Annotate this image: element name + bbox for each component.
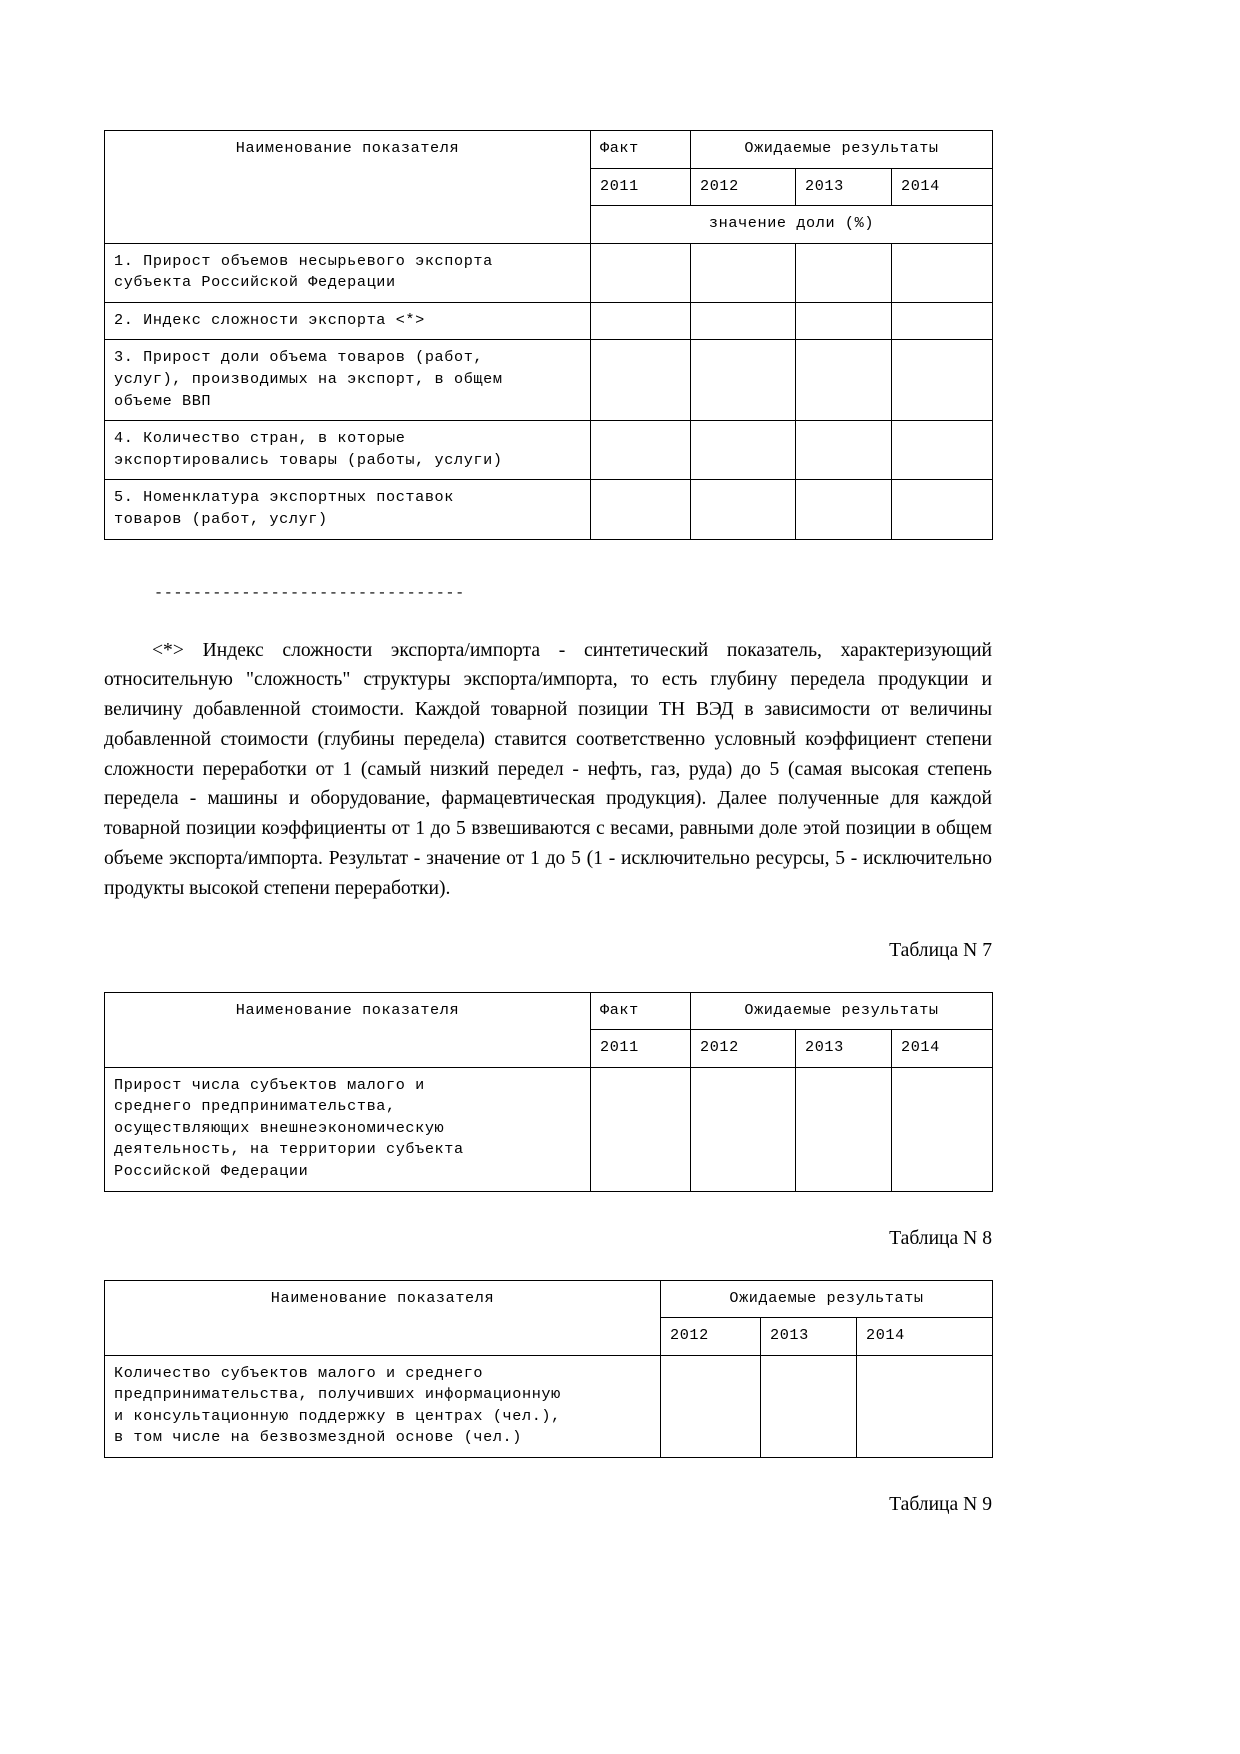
table-row <box>105 1355 993 1457</box>
header-year-2012: 2012 <box>661 1318 761 1356</box>
cell-text-line: и консультационную поддержку в центрах (чел.), <box>114 1406 561 1425</box>
row-indicator-name <box>105 243 591 302</box>
cell-text-line: деятельность, на территории субъекта <box>114 1140 464 1159</box>
cell-text-line: экспортировались товары (работы, услуги) <box>114 450 503 469</box>
row-value-cell[interactable] <box>591 480 691 539</box>
row-indicator-name <box>105 1355 661 1457</box>
footnote-paragraph: <*> Индекс сложности экспорта/импорта - синтетический показатель, характеризующий относительную "сложность" структуры экспорта/импорта, то есть глубину передела продукции и величину добавленной стоимости. Каждой товарной позиции ТН ВЭД в зависимости от величины добавленной стоимости (глубины передела) ставится соответственно условный коэффициент степени сложности переработки от 1 (самый низкий передел - нефть, газ, руда) до 5 (самая высокая степень передела - машины и оборудование, фармацевтическая продукция). Далее полученные для каждой товарной позиции коэффициенты от 1 до 5 взвешиваются с весами, равными доле этой позиции в общем объеме экспорта/импорта. Результат - значение от 1 до 5 (1 - исключительно ресурсы, 5 - исключительно продукты высокой степени переработки). <box>104 639 992 899</box>
header-year-2011: 2011 <box>591 168 691 206</box>
row-value-cell[interactable] <box>892 480 993 539</box>
cell-text-line: товаров (работ, услуг) <box>114 509 328 528</box>
cell-text-line: субъекта Российской Федерации <box>114 273 396 292</box>
row-value-cell[interactable] <box>796 1067 892 1191</box>
table-row <box>105 421 993 480</box>
indicators-table-6-mount <box>104 130 992 540</box>
cell-text-line: Количество субъектов малого и среднего <box>114 1363 484 1382</box>
header-fact: Факт <box>591 131 691 169</box>
table-row <box>105 1067 993 1191</box>
header-year-2013: 2013 <box>796 168 892 206</box>
header-year-2012: 2012 <box>691 168 796 206</box>
header-indicator-name: Наименование показателя <box>105 131 591 244</box>
header-expected-results: Ожидаемые результаты <box>661 1280 993 1318</box>
row-value-cell[interactable] <box>591 1067 691 1191</box>
indicators-table-8-mount <box>104 1280 992 1458</box>
row-value-cell[interactable] <box>796 340 892 421</box>
header-year-2013: 2013 <box>796 1030 892 1068</box>
header-year-2013: 2013 <box>761 1318 857 1356</box>
row-value-cell[interactable] <box>892 1067 993 1191</box>
cell-text-line: в том числе на безвозмездной основе (чел.) <box>114 1428 522 1447</box>
table-header-row-main <box>105 1280 993 1318</box>
row-value-cell[interactable] <box>591 421 691 480</box>
row-value-cell[interactable] <box>857 1355 993 1457</box>
cell-text-line: 5. Номенклатура экспортных поставок <box>114 488 454 507</box>
row-value-cell[interactable] <box>796 480 892 539</box>
header-year-2011: 2011 <box>591 1030 691 1068</box>
row-value-cell[interactable] <box>691 340 796 421</box>
indicators-table6 <box>104 130 993 540</box>
header-indicator-name: Наименование показателя <box>105 1280 661 1355</box>
row-value-cell[interactable] <box>761 1355 857 1457</box>
table-row <box>105 243 993 302</box>
header-year-2014: 2014 <box>892 1030 993 1068</box>
header-unit-share-percent: значение доли (%) <box>591 206 993 244</box>
row-indicator-name <box>105 480 591 539</box>
cell-text-line: объеме ВВП <box>114 391 212 410</box>
cell-text-line: среднего предпринимательства, <box>114 1097 396 1116</box>
row-value-cell[interactable] <box>591 340 691 421</box>
table-row <box>105 340 993 421</box>
cell-text-line: осуществляющих внешнеэкономическую <box>114 1118 445 1137</box>
table-row <box>105 480 993 539</box>
table-header-row-main <box>105 131 993 169</box>
header-year-2012: 2012 <box>691 1030 796 1068</box>
row-value-cell[interactable] <box>691 1067 796 1191</box>
row-value-cell[interactable] <box>591 302 691 340</box>
row-value-cell[interactable] <box>796 243 892 302</box>
header-year-2014: 2014 <box>892 168 993 206</box>
row-indicator-name <box>105 340 591 421</box>
row-value-cell[interactable] <box>892 340 993 421</box>
row-value-cell[interactable] <box>796 421 892 480</box>
indicators-table8 <box>104 1280 993 1458</box>
cell-text-line: Российской Федерации <box>114 1162 309 1181</box>
row-indicator-name <box>105 302 591 340</box>
row-indicator-name <box>105 1067 591 1191</box>
header-expected-results: Ожидаемые результаты <box>691 131 993 169</box>
indicators-table7 <box>104 992 993 1192</box>
caption-table-9: Таблица N 9 <box>889 1494 992 1516</box>
header-indicator-name: Наименование показателя <box>105 992 591 1067</box>
header-expected-results: Ожидаемые результаты <box>691 992 993 1030</box>
row-value-cell[interactable] <box>796 302 892 340</box>
row-value-cell[interactable] <box>892 243 993 302</box>
row-value-cell[interactable] <box>691 243 796 302</box>
cell-text-line: предпринимательства, получивших информационную <box>114 1385 561 1404</box>
indicators-table-7-mount <box>104 992 992 1192</box>
header-fact: Факт <box>591 992 691 1030</box>
header-year-2014: 2014 <box>857 1318 993 1356</box>
table-row <box>105 302 993 340</box>
caption-table-8: Таблица N 8 <box>889 1227 992 1249</box>
caption-table-7: Таблица N 7 <box>889 939 992 961</box>
row-value-cell[interactable] <box>691 302 796 340</box>
cell-text-line: 3. Прирост доли объема товаров (работ, <box>114 348 484 367</box>
row-value-cell[interactable] <box>691 480 796 539</box>
row-indicator-name <box>105 421 591 480</box>
row-value-cell[interactable] <box>691 421 796 480</box>
cell-text-line: 1. Прирост объемов несырьевого экспорта <box>114 251 493 270</box>
row-value-cell[interactable] <box>591 243 691 302</box>
footnote-separator: -------------------------------- <box>154 583 465 602</box>
cell-text-line: 2. Индекс сложности экспорта <*> <box>114 310 425 329</box>
row-value-cell[interactable] <box>892 302 993 340</box>
table-header-row-main <box>105 992 993 1030</box>
cell-text-line: Прирост числа субъектов малого и <box>114 1075 425 1094</box>
row-value-cell[interactable] <box>892 421 993 480</box>
cell-text-line: услуг), производимых на экспорт, в общем <box>114 370 503 389</box>
page-content <box>104 130 992 1516</box>
cell-text-line: 4. Количество стран, в которые <box>114 429 406 448</box>
row-value-cell[interactable] <box>661 1355 761 1457</box>
